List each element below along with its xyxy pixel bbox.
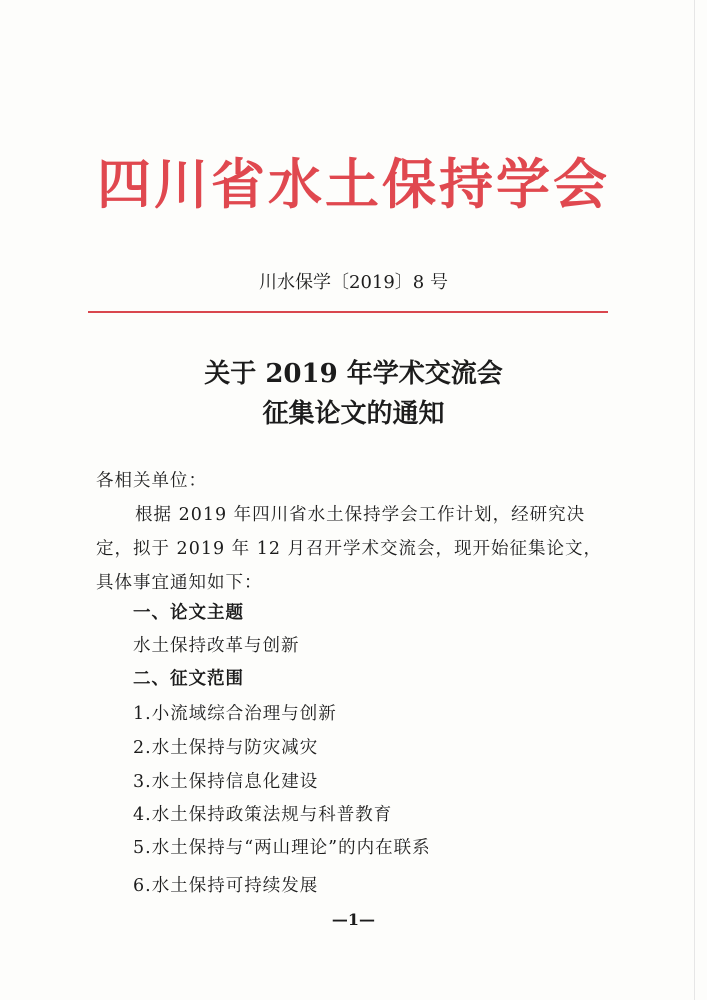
organization-name: 四川省水土保持学会 xyxy=(97,152,610,216)
notice-title-line-1: 关于 2019 年学术交流会 xyxy=(204,359,503,389)
intro-paragraph-line-1: 根据 2019 年四川省水土保持学会工作计划，经研究决 xyxy=(135,505,586,525)
notice-title-line-2: 征集论文的通知 xyxy=(262,399,445,429)
scope-list-item: 1.小流域综合治理与创新 xyxy=(133,704,337,724)
section-1-heading: 一、论文主题 xyxy=(133,603,244,623)
scope-list-item: 4.水土保持政策法规与科普教育 xyxy=(133,805,393,825)
intro-paragraph-line-3: 具体事宜通知如下： xyxy=(96,573,263,593)
intro-paragraph-line-2: 定，拟于 2019 年 12 月召开学术交流会，现开始征集论文， xyxy=(96,539,603,559)
scan-edge-line xyxy=(694,0,695,1000)
section-1-text: 水土保持改革与创新 xyxy=(133,636,300,656)
scope-list-item: 6.水土保持可持续发展 xyxy=(133,876,319,896)
salutation: 各相关单位： xyxy=(96,471,207,491)
scope-list-item: 5.水土保持与“两山理论”的内在联系 xyxy=(133,838,431,858)
page-number: —1— xyxy=(331,910,376,929)
scope-list-item: 3.水土保持信息化建设 xyxy=(133,772,319,792)
scope-list-item: 2.水土保持与防灾减灾 xyxy=(133,738,319,758)
red-divider-line xyxy=(88,311,608,313)
document-number: 川水保学〔2019〕8 号 xyxy=(259,272,448,293)
section-2-heading: 二、征文范围 xyxy=(133,669,244,689)
